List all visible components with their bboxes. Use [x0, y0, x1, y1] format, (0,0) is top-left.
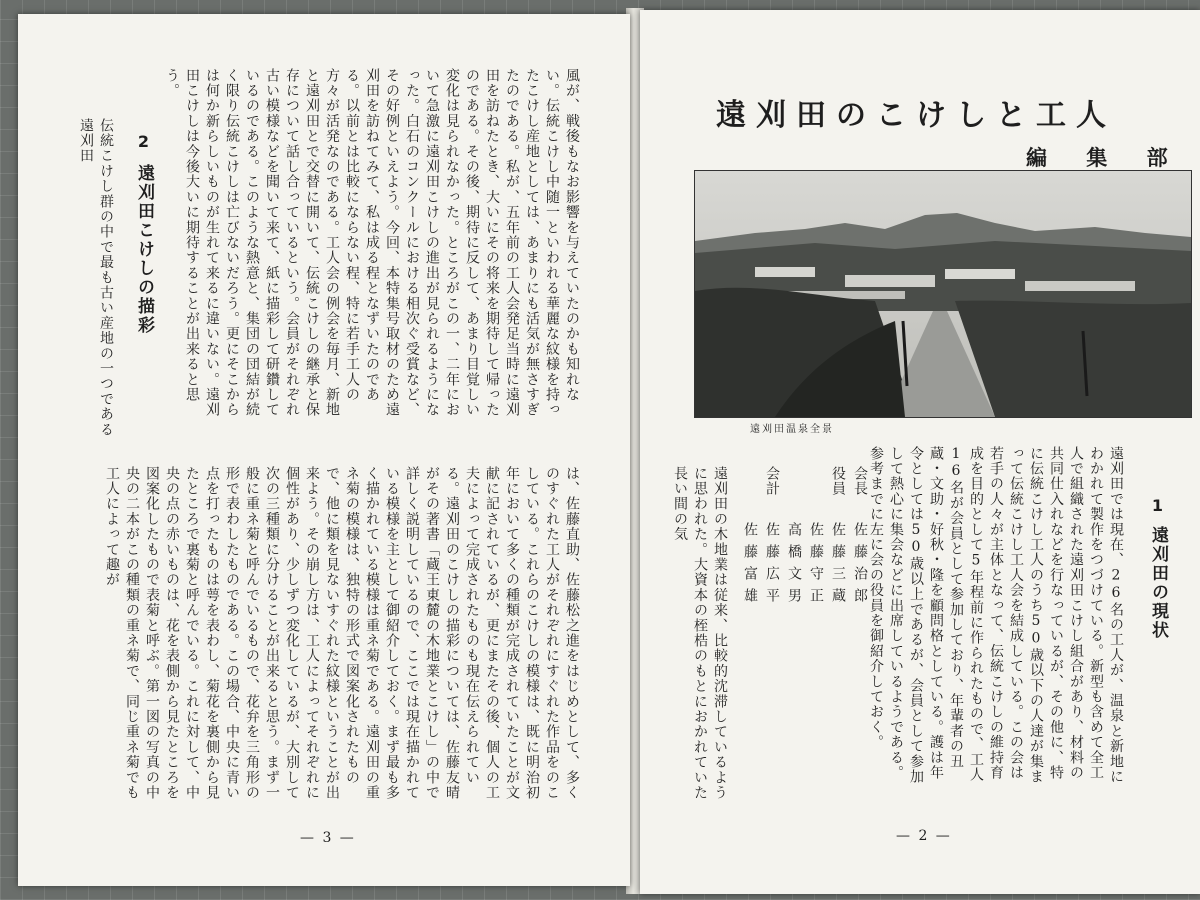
section2-heading: 遠刈田こけしの描彩 — [134, 164, 154, 335]
section1-heading: 遠刈田の現状 — [1148, 526, 1168, 640]
officer-row — [762, 466, 782, 796]
article-title: 遠刈田のこけしと工人 — [716, 98, 1116, 133]
officer-name: 佐藤治郎 — [852, 522, 868, 610]
officer-row — [828, 466, 848, 796]
article-byline: 編 集 部 — [1026, 146, 1184, 170]
page-3 — [18, 14, 630, 886]
officer-role — [784, 466, 804, 522]
officer-role: 会長 — [852, 466, 868, 497]
page3-lower-text: は、佐藤直助、佐藤松之進をはじめとして、多くのすぐれた工人がそれぞれにすぐれた作品をのこしている。これらのこけしの模様は、既に明治初年において多くの種類が完成されていたことが文献に記されているが、更にまたその後、個人の工夫によって完成されたものも現在伝えられている。遠刈田のこけしの描彩については、佐藤友晴がその著書「蔵王東麓の木地業とこけし」の中で詳しく説明しているので、ここでは現在描かれている模様を主として御紹介しておく。まず最も多く描かれている模様は重ネ菊である。遠刈田の重ネ菊の模様は、独特の形式で図案化されたもので、他に類を見ないすぐれた紋様ということが出来よう。その崩し方は、工人によってそれぞれに個性があり、少しずつ変化しているが、大別して次の三種類に分けることが出来ると思う。まず一般に重ネ菊と呼んでいるもので、花弁を三角形の形で表わしたものである。この場合、中央に青い点を打ったものは萼を表わし、菊花を裏側から見たところで裏菊と呼んでいる。これに対して、中央の点の赤いものは、花を表側から見たところを図案化したもので表菊と呼ぶ。第一図の写真の中央の二本がこの種類の重ネ菊で、同じ重ネ菊でも工人によって趣が — [104, 466, 580, 801]
officer-name: 高橋文男 — [786, 522, 802, 610]
officer-role: 会計 — [764, 466, 780, 497]
officer-row — [850, 466, 870, 796]
officer-name: 佐藤富雄 — [742, 522, 758, 610]
page-2 — [640, 10, 1200, 894]
section1-body-continued: 遠刈田の木地業は従来、比較的沈滞しているように思われた。大資本の桎梏のもとにおかれていた長い間の気 — [672, 466, 728, 801]
officer-list — [736, 466, 870, 796]
officer-name: 佐藤守正 — [808, 522, 824, 610]
officer-role — [806, 466, 826, 522]
officer-name: 佐藤三蔵 — [830, 522, 846, 610]
officer-role — [740, 466, 760, 522]
page3-upper-text: 風が、戦後もなお影響を与えていたのかも知れない。伝統こけし中随一といわれる華麗な紋様を持ったこけし産地としては、あまりにも活気が無さすぎたのである。私が、五年前の工人会発足当時に遠刈田を訪ねたとき、大いにその将来を期待して帰ったのである。その後、期待に反して、あまり目覚しい変化は見られなかった。ところがこの一、二年において急激に遠刈田こけしの進出が見られるようになった。白石のコンクールにおける相次ぐ受賞など、その好例といえよう。今回、本特集号取材のため遠刈田を訪ねてみて、私は成る程となずいたのである。以前とは比較にならない程、特に若手工人の方々が活発なのである。工人会の例会を毎月、新地と遠刈田とで交替に開いて、伝統こけしの継承と保存について話し合っているという。会員がそれぞれ古い模様などを聞いて来て、紙に描彩して研鑽しているのである。このような熱意と、集団の団結が続く限り伝統こけしは亡びないだろう。更にそこからは何か新らしいものが生れて来るに違いない。遠刈田こけしは今後大いに期待することが出来ると思う。 — [164, 68, 580, 418]
section1-number: 1 — [1148, 496, 1167, 515]
officer-row — [806, 466, 826, 796]
page2-number: — 2 — — [896, 828, 952, 844]
officer-role: 役員 — [830, 466, 846, 497]
section2-intro: 伝統こけし群の中で最も古い産地の一つである遠刈田 — [78, 118, 114, 438]
officer-row — [740, 466, 760, 796]
section2-number: 2 — [134, 132, 153, 151]
page3-number: — 3 — — [300, 830, 356, 846]
section1-body: 遠刈田では現在、26名の工人が、温泉と新地にわかれて製作をつづけている。新型も含めて全工人で組織された遠刈田こけし組合があり、材料の共同仕入れなどを行なっているが、その他に、特に伝統こけし工人のうち50歳以下の人達が集まって伝統こけし工人会を結成している。この会は若手の人々が主体となって、伝統こけしの維持育成を目的として5年程前に作られたもので、工人16名が会員として参加しており、年輩者の丑蔵・文助・好秋・隆を顧問格としている。護は年令としては50歳以上であるが、会員として参加して熱心に集会などに出席しているようである。参考までに左に会の役員を御紹介しておく。 — [868, 446, 1124, 785]
photo-illustration — [695, 171, 1191, 417]
photo-caption: 遠刈田温泉全景 — [750, 424, 834, 435]
officer-name: 佐藤広平 — [764, 522, 780, 610]
officer-row — [784, 466, 804, 796]
onsen-panorama-photo — [694, 170, 1192, 418]
